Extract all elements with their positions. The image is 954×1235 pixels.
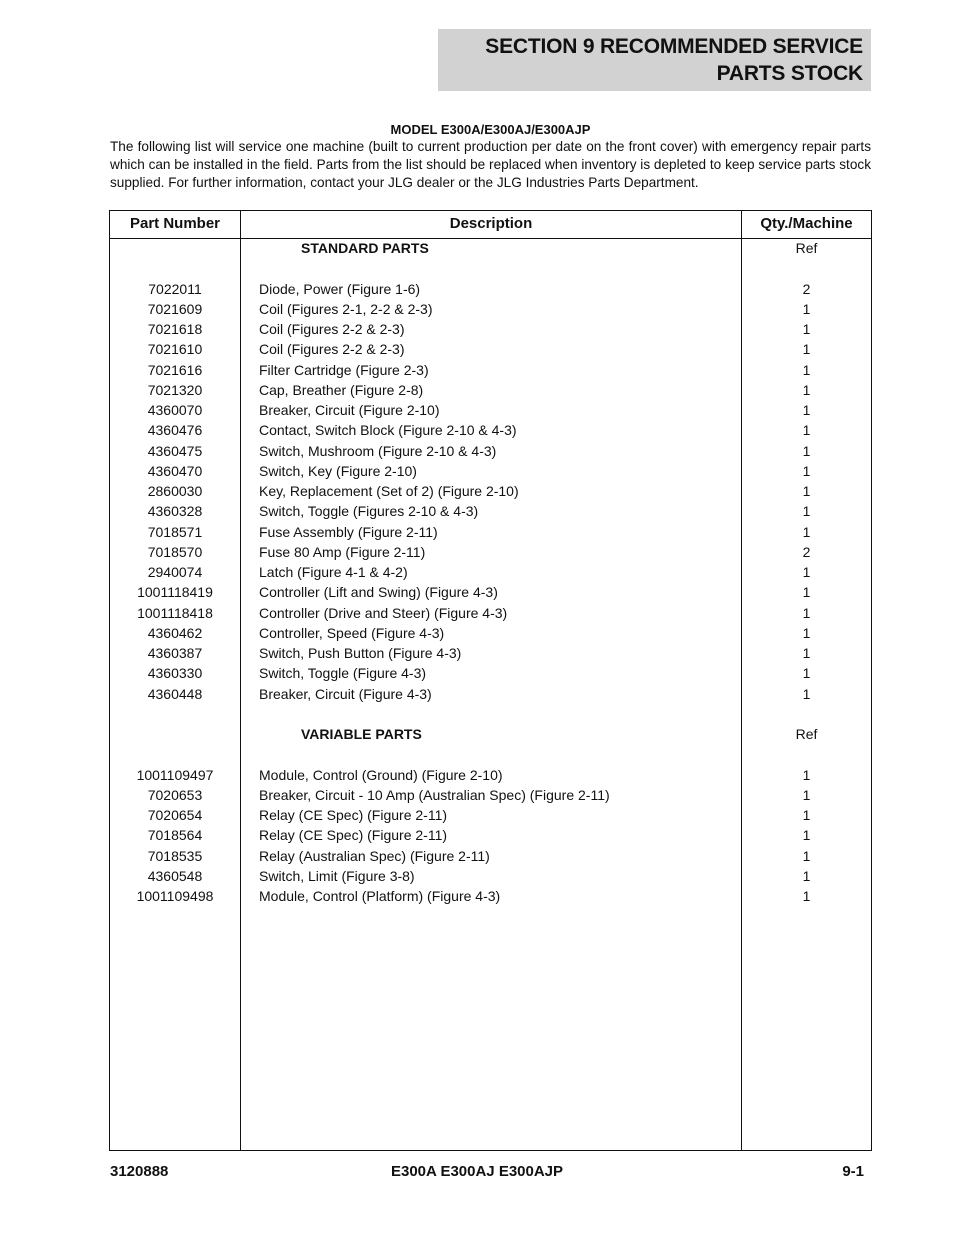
qty-cell: 1 [802, 584, 811, 601]
qty-cell: 2 [802, 280, 811, 297]
table-row [110, 501, 871, 521]
table-row [110, 522, 871, 542]
header-part-number: Part Number [129, 215, 221, 232]
table-row [110, 562, 871, 582]
description-cell: Breaker, Circuit (Figure 2-10) [259, 402, 440, 418]
table-row [110, 643, 871, 663]
part-number-cell: 7018564 [147, 827, 203, 844]
table-row [110, 684, 871, 704]
part-number-cell: 7018570 [147, 543, 203, 560]
table-row [110, 420, 871, 440]
description-cell: Cap, Breather (Figure 2-8) [259, 381, 424, 398]
qty-cell: 1 [802, 888, 811, 904]
description-cell: Fuse Assembly (Figure 2-11) [259, 523, 438, 540]
description-cell: Key, Replacement (Set of 2) (Figure 2-10) [259, 483, 519, 499]
footer-model: E300A E300AJ E300AJP [390, 1163, 564, 1180]
description-cell: STANDARD PARTS [301, 240, 429, 256]
section-title-line1: SECTION 9 RECOMMENDED SERVICE [485, 35, 863, 58]
part-number-cell: 7021618 [147, 321, 203, 337]
section-title-line2: PARTS STOCK [716, 62, 863, 85]
description-cell: Relay (Australian Spec) (Figure 2-11) [259, 847, 490, 864]
part-number-cell: 4360462 [147, 624, 203, 641]
qty-cell: 1 [802, 483, 811, 499]
qty-cell: 1 [802, 807, 811, 823]
description-cell: Breaker, Circuit - 10 Amp (Australian Spec) (Figure 2-11) [259, 786, 610, 803]
description-cell: Controller (Lift and Swing) (Figure 4-3) [259, 584, 498, 601]
part-number-cell: 7021616 [147, 361, 203, 378]
description-cell: Fuse 80 Amp (Figure 2-11) [259, 543, 426, 560]
qty-cell: 1 [802, 523, 811, 540]
header-description: Description [449, 215, 533, 232]
qty-cell: 1 [802, 361, 811, 378]
section-row [110, 238, 871, 258]
part-number-cell: 7020654 [147, 807, 203, 823]
table-row [110, 805, 871, 825]
part-number-cell: 7021320 [147, 381, 203, 398]
qty-cell: 1 [802, 300, 811, 317]
description-cell: Switch, Key (Figure 2-10) [259, 462, 417, 479]
part-number-cell: 7020653 [147, 786, 203, 803]
description-cell: Switch, Mushroom (Figure 2-10 & 4-3) [259, 442, 497, 459]
qty-cell: 1 [802, 503, 811, 520]
part-number-cell: 4360470 [147, 462, 203, 479]
table-row [110, 380, 871, 400]
description-cell: Coil (Figures 2-1, 2-2 & 2-3) [259, 300, 433, 317]
header-qty-machine: Qty./Machine [760, 215, 853, 232]
table-row [110, 400, 871, 420]
intro-paragraph: The following list will service one machine (built to current production per date on the front cover) with emergency repair parts which can be installed in the field. Parts from the list should be replaced when inventory is depleted to keep service parts stock supplied. For further information, contact your JLG dealer or the JLG Industries Parts Department. [110, 139, 871, 190]
part-number-cell: 2940074 [147, 564, 203, 580]
part-number-cell: 2860030 [147, 483, 203, 499]
table-row [110, 582, 871, 602]
table-row [110, 542, 871, 562]
table-row [110, 825, 871, 845]
description-cell: Diode, Power (Figure 1-6) [259, 280, 421, 297]
table-row [110, 279, 871, 299]
part-number-cell: 7021610 [147, 341, 203, 358]
table-row [110, 461, 871, 481]
qty-cell: 1 [802, 645, 811, 661]
description-cell: Coil (Figures 2-2 & 2-3) [259, 321, 405, 337]
table-row [110, 441, 871, 461]
qty-cell: 2 [802, 543, 811, 560]
table-row [110, 299, 871, 319]
qty-cell: 1 [802, 665, 811, 682]
footer-page-number: 9-1 [842, 1163, 864, 1180]
qty-cell: 1 [802, 462, 811, 479]
part-number-cell: 4360476 [147, 422, 203, 439]
description-cell: Latch (Figure 4-1 & 4-2) [259, 564, 408, 580]
qty-cell: 1 [802, 867, 811, 884]
description-cell: Switch, Toggle (Figures 2-10 & 4-3) [259, 503, 479, 520]
qty-cell: 1 [802, 422, 811, 439]
part-number-cell: 4360330 [147, 665, 203, 682]
description-cell: Switch, Toggle (Figure 4-3) [259, 665, 427, 682]
table-row [110, 846, 871, 866]
part-number-cell: 4360448 [147, 685, 203, 702]
qty-cell: 1 [802, 847, 811, 864]
part-number-cell: 7018535 [147, 847, 203, 864]
table-row [110, 623, 871, 643]
qty-cell: 1 [802, 442, 811, 459]
table-row [110, 866, 871, 886]
table-row [110, 603, 871, 623]
part-number-cell: 4360387 [147, 645, 203, 661]
qty-cell: 1 [802, 685, 811, 702]
qty-cell: 1 [802, 321, 811, 337]
description-cell: Module, Control (Platform) (Figure 4-3) [259, 888, 501, 904]
parts-table [109, 210, 872, 1151]
qty-cell: 1 [802, 564, 811, 580]
table-row [110, 319, 871, 339]
part-number-cell: 1001109498 [136, 888, 214, 904]
part-number-cell: 1001118418 [137, 604, 213, 621]
qty-cell: Ref [795, 240, 818, 256]
description-cell: Switch, Limit (Figure 3-8) [259, 867, 415, 884]
table-row [110, 886, 871, 906]
part-number-cell: 4360548 [147, 867, 203, 884]
part-number-cell: 4360070 [147, 402, 203, 418]
table-row [110, 785, 871, 805]
description-cell: Relay (CE Spec) (Figure 2-11) [259, 827, 448, 844]
qty-cell: 1 [802, 341, 811, 358]
description-cell: Controller, Speed (Figure 4-3) [259, 624, 445, 641]
qty-cell: 1 [802, 827, 811, 844]
qty-cell: 1 [802, 766, 811, 783]
qty-cell: Ref [795, 726, 818, 742]
table-row [110, 663, 871, 683]
model-title: MODEL E300A/E300AJ/E300AJP [390, 122, 591, 137]
section-row [110, 724, 871, 744]
part-number-cell: 7022011 [148, 280, 202, 297]
part-number-cell: 4360328 [147, 503, 203, 520]
qty-cell: 1 [802, 381, 811, 398]
description-cell: Breaker, Circuit (Figure 4-3) [259, 685, 432, 702]
table-row [110, 339, 871, 359]
description-cell: Filter Cartridge (Figure 2-3) [259, 361, 429, 378]
description-cell: Module, Control (Ground) (Figure 2-10) [259, 766, 503, 783]
qty-cell: 1 [802, 604, 811, 621]
table-row [110, 481, 871, 501]
part-number-cell: 7021609 [147, 300, 203, 317]
description-cell: VARIABLE PARTS [301, 726, 422, 742]
footer-doc-number: 3120888 [110, 1163, 169, 1180]
part-number-cell: 1001109497 [136, 766, 214, 783]
qty-cell: 1 [802, 402, 811, 418]
description-cell: Contact, Switch Block (Figure 2-10 & 4-3) [259, 422, 517, 439]
qty-cell: 1 [802, 624, 811, 641]
table-row [110, 765, 871, 785]
table-row [110, 360, 871, 380]
description-cell: Controller (Drive and Steer) (Figure 4-3) [259, 604, 508, 621]
description-cell: Relay (CE Spec) (Figure 2-11) [259, 807, 448, 823]
description-cell: Switch, Push Button (Figure 4-3) [259, 645, 462, 661]
part-number-cell: 1001118419 [137, 584, 213, 601]
section-header [438, 29, 871, 91]
description-cell: Coil (Figures 2-2 & 2-3) [259, 341, 405, 358]
qty-cell: 1 [802, 786, 811, 803]
part-number-cell: 7018571 [147, 523, 203, 540]
part-number-cell: 4360475 [147, 442, 203, 459]
